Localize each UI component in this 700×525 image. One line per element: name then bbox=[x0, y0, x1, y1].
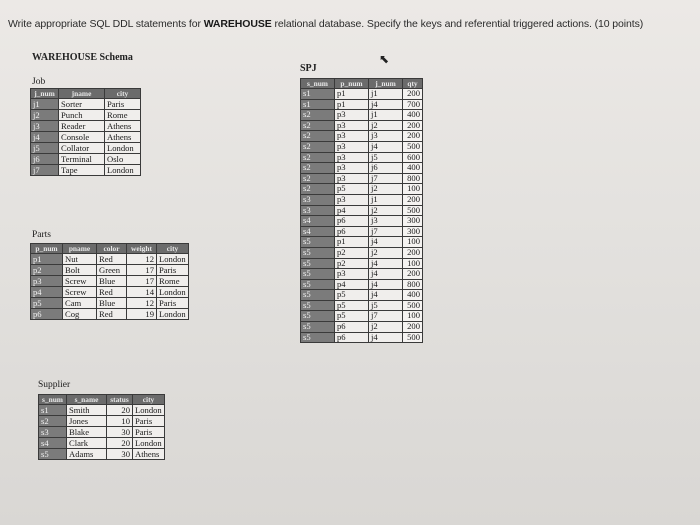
supplier-table-row bbox=[39, 416, 165, 427]
parts-cell-color: Red bbox=[97, 254, 127, 265]
spj-cell-qty: 500 bbox=[403, 300, 423, 311]
job-column-header: city bbox=[105, 89, 141, 99]
job-table-caption: Job bbox=[32, 77, 46, 87]
spj-cell-j-num: j4 bbox=[369, 237, 403, 248]
job-table-row bbox=[31, 154, 141, 165]
supplier-cell-s-name: Adams bbox=[67, 449, 107, 460]
spj-cell-qty: 200 bbox=[403, 89, 423, 100]
spj-cell-p-num: p1 bbox=[335, 99, 369, 110]
supplier-cell-status: 30 bbox=[107, 427, 133, 438]
spj-cell-p-num: p5 bbox=[335, 290, 369, 301]
spj-cell-qty: 200 bbox=[403, 120, 423, 131]
parts-cell-color: Blue bbox=[97, 276, 127, 287]
spj-cell-j-num: j2 bbox=[369, 322, 403, 333]
parts-cell-city: London bbox=[157, 287, 189, 298]
spj-cell-p-num: p5 bbox=[335, 300, 369, 311]
spj-cell-s-num: s2 bbox=[301, 141, 335, 152]
spj-cell-qty: 200 bbox=[403, 247, 423, 258]
spj-cell-j-num: j2 bbox=[369, 205, 403, 216]
job-table-row bbox=[31, 110, 141, 121]
supplier-table-row bbox=[39, 427, 165, 438]
spj-cell-qty: 700 bbox=[403, 99, 423, 110]
spj-cell-qty: 200 bbox=[403, 322, 423, 333]
spj-column-header: p_num bbox=[335, 79, 369, 89]
parts-cell-color: Red bbox=[97, 309, 127, 320]
spj-cell-p-num: p2 bbox=[335, 258, 369, 269]
spj-cell-s-num: s5 bbox=[301, 322, 335, 333]
spj-cell-p-num: p4 bbox=[335, 279, 369, 290]
parts-cell-city: Paris bbox=[157, 298, 189, 309]
supplier-cell-city: London bbox=[133, 405, 165, 416]
job-table-row bbox=[31, 143, 141, 154]
parts-cell-pname: Cam bbox=[63, 298, 97, 309]
parts-header-row bbox=[31, 244, 189, 254]
parts-cell-weight: 12 bbox=[127, 254, 157, 265]
job-cell-jname: Tape bbox=[59, 165, 105, 176]
spj-cell-s-num: s5 bbox=[301, 237, 335, 248]
supplier-cell-status: 20 bbox=[107, 405, 133, 416]
spj-cell-p-num: p3 bbox=[335, 173, 369, 184]
spj-table-row bbox=[301, 247, 423, 258]
spj-table bbox=[300, 78, 423, 343]
spj-table-row bbox=[301, 226, 423, 237]
spj-table-row bbox=[301, 120, 423, 131]
spj-cell-s-num: s2 bbox=[301, 173, 335, 184]
spj-cell-p-num: p3 bbox=[335, 120, 369, 131]
job-cell-j-num: j1 bbox=[31, 99, 59, 110]
spj-cell-s-num: s1 bbox=[301, 89, 335, 100]
spj-table-row bbox=[301, 216, 423, 227]
spj-cell-j-num: j1 bbox=[369, 110, 403, 121]
spj-cell-j-num: j4 bbox=[369, 269, 403, 280]
supplier-header-row bbox=[39, 395, 165, 405]
job-table-row bbox=[31, 165, 141, 176]
parts-column-header: pname bbox=[63, 244, 97, 254]
supplier-cell-status: 10 bbox=[107, 416, 133, 427]
spj-cell-p-num: p6 bbox=[335, 332, 369, 343]
job-cell-j-num: j3 bbox=[31, 121, 59, 132]
supplier-column-header: status bbox=[107, 395, 133, 405]
spj-cell-s-num: s5 bbox=[301, 269, 335, 280]
spj-cell-qty: 300 bbox=[403, 226, 423, 237]
job-cell-jname: Punch bbox=[59, 110, 105, 121]
job-cell-jname: Terminal bbox=[59, 154, 105, 165]
spj-table-row bbox=[301, 290, 423, 301]
spj-cell-p-num: p3 bbox=[335, 131, 369, 142]
supplier-column-header: city bbox=[133, 395, 165, 405]
spj-cell-p-num: p1 bbox=[335, 89, 369, 100]
job-cell-city: Rome bbox=[105, 110, 141, 121]
parts-cell-pname: Screw bbox=[63, 287, 97, 298]
supplier-table-row bbox=[39, 438, 165, 449]
supplier-table-row bbox=[39, 449, 165, 460]
job-table-row bbox=[31, 132, 141, 143]
spj-table-row bbox=[301, 110, 423, 121]
parts-cell-color: Blue bbox=[97, 298, 127, 309]
parts-table-row bbox=[31, 254, 189, 265]
spj-cell-j-num: j4 bbox=[369, 332, 403, 343]
spj-cell-p-num: p1 bbox=[335, 237, 369, 248]
spj-cell-p-num: p6 bbox=[335, 216, 369, 227]
spj-table-row bbox=[301, 332, 423, 343]
parts-column-header: city bbox=[157, 244, 189, 254]
job-cell-jname: Console bbox=[59, 132, 105, 143]
spj-cell-qty: 400 bbox=[403, 163, 423, 174]
spj-cell-s-num: s5 bbox=[301, 290, 335, 301]
job-cell-city: London bbox=[105, 143, 141, 154]
spj-table-row bbox=[301, 173, 423, 184]
parts-cell-weight: 12 bbox=[127, 298, 157, 309]
parts-cell-weight: 14 bbox=[127, 287, 157, 298]
spj-table-row bbox=[301, 141, 423, 152]
parts-column-header: color bbox=[97, 244, 127, 254]
mouse-pointer-icon: ⬉ bbox=[379, 52, 390, 66]
supplier-cell-status: 20 bbox=[107, 438, 133, 449]
parts-column-header: weight bbox=[127, 244, 157, 254]
job-cell-jname: Sorter bbox=[59, 99, 105, 110]
spj-cell-j-num: j3 bbox=[369, 216, 403, 227]
spj-cell-j-num: j4 bbox=[369, 99, 403, 110]
supplier-cell-s-name: Jones bbox=[67, 416, 107, 427]
spj-table-row bbox=[301, 205, 423, 216]
spj-cell-j-num: j3 bbox=[369, 131, 403, 142]
spj-table-row bbox=[301, 322, 423, 333]
supplier-cell-s-name: Blake bbox=[67, 427, 107, 438]
spj-table-caption: SPJ bbox=[300, 63, 317, 74]
job-header-row bbox=[31, 89, 141, 99]
job-cell-city: Athens bbox=[105, 132, 141, 143]
spj-table-row bbox=[301, 163, 423, 174]
spj-column-header: s_num bbox=[301, 79, 335, 89]
spj-cell-j-num: j4 bbox=[369, 279, 403, 290]
parts-cell-p-num: p4 bbox=[31, 287, 63, 298]
supplier-cell-city: Paris bbox=[133, 427, 165, 438]
spj-table-row bbox=[301, 131, 423, 142]
spj-table-row bbox=[301, 269, 423, 280]
job-cell-j-num: j4 bbox=[31, 132, 59, 143]
spj-table-row bbox=[301, 89, 423, 100]
question-text bbox=[8, 18, 698, 30]
parts-cell-pname: Bolt bbox=[63, 265, 97, 276]
supplier-cell-s-name: Clark bbox=[67, 438, 107, 449]
job-cell-jname: Reader bbox=[59, 121, 105, 132]
parts-cell-weight: 19 bbox=[127, 309, 157, 320]
spj-cell-s-num: s2 bbox=[301, 120, 335, 131]
spj-cell-j-num: j7 bbox=[369, 226, 403, 237]
spj-cell-p-num: p3 bbox=[335, 194, 369, 205]
job-table bbox=[30, 88, 141, 176]
supplier-cell-city: Athens bbox=[133, 449, 165, 460]
spj-cell-s-num: s3 bbox=[301, 205, 335, 216]
job-cell-city: Paris bbox=[105, 99, 141, 110]
job-cell-city: London bbox=[105, 165, 141, 176]
job-cell-jname: Collator bbox=[59, 143, 105, 154]
spj-cell-j-num: j4 bbox=[369, 290, 403, 301]
question-suffix: relational database. Specify the keys and referential triggered actions. (10 points) bbox=[271, 18, 644, 30]
spj-cell-qty: 500 bbox=[403, 141, 423, 152]
spj-cell-s-num: s5 bbox=[301, 247, 335, 258]
supplier-cell-city: London bbox=[133, 438, 165, 449]
spj-cell-j-num: j6 bbox=[369, 163, 403, 174]
spj-cell-p-num: p6 bbox=[335, 226, 369, 237]
spj-cell-p-num: p5 bbox=[335, 311, 369, 322]
question-database-name: WAREHOUSE bbox=[203, 18, 272, 30]
spj-cell-qty: 800 bbox=[403, 173, 423, 184]
spj-cell-j-num: j5 bbox=[369, 300, 403, 311]
spj-cell-j-num: j4 bbox=[369, 258, 403, 269]
spj-cell-p-num: p6 bbox=[335, 322, 369, 333]
job-cell-city: Oslo bbox=[105, 154, 141, 165]
job-cell-j-num: j2 bbox=[31, 110, 59, 121]
parts-cell-p-num: p1 bbox=[31, 254, 63, 265]
spj-cell-p-num: p3 bbox=[335, 110, 369, 121]
spj-cell-s-num: s1 bbox=[301, 99, 335, 110]
parts-cell-city: Paris bbox=[157, 265, 189, 276]
spj-table-row bbox=[301, 311, 423, 322]
spj-cell-qty: 100 bbox=[403, 258, 423, 269]
job-cell-j-num: j5 bbox=[31, 143, 59, 154]
parts-cell-pname: Screw bbox=[63, 276, 97, 287]
parts-table-row bbox=[31, 309, 189, 320]
spj-table-row bbox=[301, 237, 423, 248]
spj-cell-s-num: s2 bbox=[301, 110, 335, 121]
supplier-cell-city: Paris bbox=[133, 416, 165, 427]
spj-cell-j-num: j2 bbox=[369, 120, 403, 131]
spj-cell-p-num: p3 bbox=[335, 163, 369, 174]
spj-cell-p-num: p3 bbox=[335, 152, 369, 163]
spj-cell-s-num: s5 bbox=[301, 258, 335, 269]
parts-cell-pname: Cog bbox=[63, 309, 97, 320]
spj-cell-qty: 600 bbox=[403, 152, 423, 163]
spj-cell-qty: 500 bbox=[403, 205, 423, 216]
job-column-header: jname bbox=[59, 89, 105, 99]
parts-cell-p-num: p6 bbox=[31, 309, 63, 320]
spj-table-row bbox=[301, 184, 423, 195]
spj-cell-s-num: s5 bbox=[301, 332, 335, 343]
supplier-cell-s-num: s2 bbox=[39, 416, 67, 427]
parts-cell-p-num: p3 bbox=[31, 276, 63, 287]
spj-table-row bbox=[301, 258, 423, 269]
parts-table-row bbox=[31, 287, 189, 298]
spj-cell-j-num: j2 bbox=[369, 247, 403, 258]
spj-table-row bbox=[301, 194, 423, 205]
supplier-table-caption: Supplier bbox=[38, 380, 71, 390]
spj-cell-s-num: s4 bbox=[301, 216, 335, 227]
spj-cell-s-num: s5 bbox=[301, 300, 335, 311]
spj-cell-s-num: s4 bbox=[301, 226, 335, 237]
spj-cell-qty: 100 bbox=[403, 184, 423, 195]
parts-table-row bbox=[31, 265, 189, 276]
spj-table-row bbox=[301, 300, 423, 311]
parts-cell-p-num: p5 bbox=[31, 298, 63, 309]
supplier-cell-s-num: s3 bbox=[39, 427, 67, 438]
parts-table-row bbox=[31, 298, 189, 309]
parts-cell-color: Red bbox=[97, 287, 127, 298]
parts-cell-weight: 17 bbox=[127, 265, 157, 276]
spj-cell-j-num: j7 bbox=[369, 311, 403, 322]
parts-cell-p-num: p2 bbox=[31, 265, 63, 276]
spj-cell-j-num: j4 bbox=[369, 141, 403, 152]
spj-table-row bbox=[301, 279, 423, 290]
question-prefix: Write appropriate SQL DDL statements for bbox=[8, 18, 204, 30]
parts-cell-city: London bbox=[157, 309, 189, 320]
job-table-row bbox=[31, 121, 141, 132]
spj-cell-p-num: p4 bbox=[335, 205, 369, 216]
job-cell-j-num: j7 bbox=[31, 165, 59, 176]
job-table-row bbox=[31, 99, 141, 110]
parts-column-header: p_num bbox=[31, 244, 63, 254]
supplier-column-header: s_num bbox=[39, 395, 67, 405]
parts-cell-pname: Nut bbox=[63, 254, 97, 265]
job-cell-j-num: j6 bbox=[31, 154, 59, 165]
supplier-table-row bbox=[39, 405, 165, 416]
spj-table-row bbox=[301, 99, 423, 110]
spj-column-header: qty bbox=[403, 79, 423, 89]
spj-cell-qty: 300 bbox=[403, 216, 423, 227]
parts-cell-city: Rome bbox=[157, 276, 189, 287]
spj-cell-j-num: j2 bbox=[369, 184, 403, 195]
supplier-table bbox=[38, 394, 165, 460]
spj-cell-s-num: s2 bbox=[301, 131, 335, 142]
spj-cell-qty: 800 bbox=[403, 279, 423, 290]
parts-cell-weight: 17 bbox=[127, 276, 157, 287]
spj-cell-j-num: j5 bbox=[369, 152, 403, 163]
spj-cell-qty: 100 bbox=[403, 237, 423, 248]
parts-table-caption: Parts bbox=[32, 230, 51, 240]
supplier-cell-s-num: s1 bbox=[39, 405, 67, 416]
parts-cell-city: London bbox=[157, 254, 189, 265]
spj-cell-qty: 400 bbox=[403, 290, 423, 301]
spj-cell-p-num: p3 bbox=[335, 141, 369, 152]
spj-cell-s-num: s2 bbox=[301, 163, 335, 174]
spj-cell-j-num: j1 bbox=[369, 89, 403, 100]
spj-cell-qty: 200 bbox=[403, 194, 423, 205]
supplier-cell-s-name: Smith bbox=[67, 405, 107, 416]
spj-cell-j-num: j7 bbox=[369, 173, 403, 184]
spj-cell-s-num: s5 bbox=[301, 279, 335, 290]
spj-cell-qty: 200 bbox=[403, 269, 423, 280]
spj-cell-s-num: s3 bbox=[301, 194, 335, 205]
supplier-cell-s-num: s5 bbox=[39, 449, 67, 460]
spj-cell-p-num: p5 bbox=[335, 184, 369, 195]
supplier-column-header: s_name bbox=[67, 395, 107, 405]
parts-cell-color: Green bbox=[97, 265, 127, 276]
parts-table-row bbox=[31, 276, 189, 287]
spj-cell-j-num: j1 bbox=[369, 194, 403, 205]
job-column-header: j_num bbox=[31, 89, 59, 99]
spj-cell-p-num: p2 bbox=[335, 247, 369, 258]
parts-table bbox=[30, 243, 189, 320]
supplier-cell-s-num: s4 bbox=[39, 438, 67, 449]
spj-column-header: j_num bbox=[369, 79, 403, 89]
spj-cell-s-num: s2 bbox=[301, 184, 335, 195]
spj-cell-qty: 100 bbox=[403, 311, 423, 322]
job-cell-city: Athens bbox=[105, 121, 141, 132]
supplier-cell-status: 30 bbox=[107, 449, 133, 460]
spj-cell-s-num: s2 bbox=[301, 152, 335, 163]
schema-title: WAREHOUSE Schema bbox=[32, 52, 133, 63]
spj-table-row bbox=[301, 152, 423, 163]
spj-header-row bbox=[301, 79, 423, 89]
spj-cell-p-num: p3 bbox=[335, 269, 369, 280]
spj-cell-s-num: s5 bbox=[301, 311, 335, 322]
spj-cell-qty: 400 bbox=[403, 110, 423, 121]
spj-cell-qty: 500 bbox=[403, 332, 423, 343]
spj-cell-qty: 200 bbox=[403, 131, 423, 142]
